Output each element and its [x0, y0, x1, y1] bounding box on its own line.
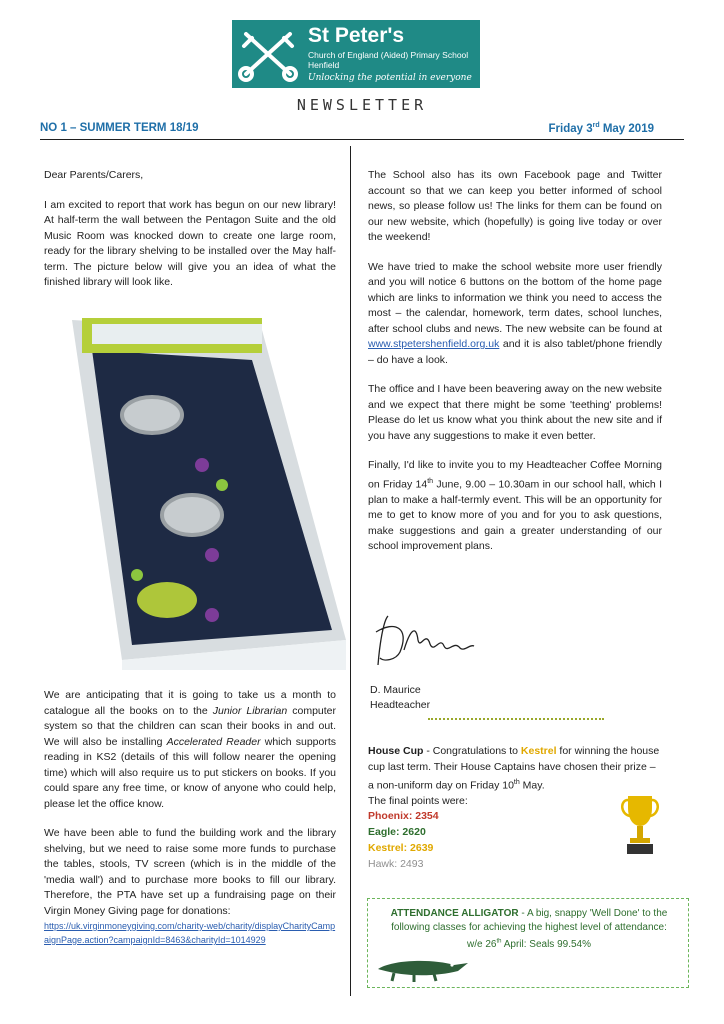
- attendance-text: ATTENDANCE ALLIGATOR - A big, snappy 'Well Done' to the following classes for achieving the highest level of attendance: w/e 26th April: Seals 99.54%: [390, 908, 668, 951]
- signature-scrawl-icon: [370, 610, 480, 672]
- greeting: Dear Parents/Carers,: [44, 169, 144, 181]
- attendance-week: w/e 26th April: Seals 99.54%: [467, 939, 591, 951]
- fundraising-paragraph: We have been able to fund the building work and the library shelving, but we need to raise some more funds to purchase the tables, stools, TV screen (which is in the middle of the 'media wall') and to purchase more books to fill our library. Therefore, the PTA have set up a fundraising page on their Virgin Money Giving page for donations:: [44, 827, 336, 917]
- left-column-bottom: [44, 688, 336, 947]
- library-intro-paragraph: I am excited to report that work has begun on our new library! At half-term the wall between the Pentagon Suite and the old Music Room was knocked down to create one large room, ready for the library shelving to be installed over the May half-term. The picture below will give you an idea of what the finished library will look like.: [44, 198, 336, 288]
- crossed-keys-icon: [236, 24, 302, 84]
- attendance-title: ATTENDANCE ALLIGATOR: [390, 908, 519, 919]
- attendance-box: [367, 898, 689, 988]
- website-paragraph: We have tried to make the school website more user friendly and you will notice 6 buttons on the bottom of the home page which are links to information we think you need to access the most – the calendar, homework, term dates, school lunches, after school clubs and news. The new website can be found at www.stpetershenfield.org.uk and it is also tablet/phone friendly – do have a look.: [368, 260, 662, 366]
- phoenix-points: Phoenix: 2354: [368, 810, 439, 822]
- logo-school-type: Church of England (Aided) Primary School: [308, 50, 469, 60]
- catalogue-paragraph: We are anticipating that it is going to take us a month to catalogue all the books on to the Junior Librarian computer system so that the children can scan their books in and out. We will also be installing Accelerated Reader which supports reading in KS2 (details of this will follow nearer the opening time) which will also require us to put stickers on books. If you could spare any free time, or know of anyone who could help, please let the office know.: [44, 689, 337, 810]
- logo-school-name: St Peter's: [308, 24, 405, 47]
- house-cup-section: House Cup - Congratulations to Kestrel for winning the house cup last term. Their House Captains have chosen their prize – a non-uniform day on Friday 10th May. The final points were:: [368, 745, 660, 807]
- school-logo: [232, 20, 480, 88]
- final-points-label: The final points were:: [368, 795, 468, 807]
- dotted-separator: [428, 718, 604, 720]
- feedback-paragraph: The office and I have been beavering away on the new website and we expect that there might be some 'teething' problems! Please do let us know what you think about the new site and if you have any suggestions to make it even better.: [368, 383, 662, 442]
- right-column: [368, 168, 662, 569]
- coffee-morning-paragraph: Finally, I'd like to invite you to my Headteacher Coffee Morning on Friday 14th June, 9.00 – 10.30am in our school hall, which I plan to make a half-termly event. This will be an opportunity for me to get to know more of you and for you to ask questions, make suggestions and gain a greater understanding of our school improvement plans.: [368, 459, 662, 552]
- issue-label: NO 1 – SUMMER TERM 18/19: [40, 122, 199, 134]
- column-divider: [350, 146, 351, 996]
- headteacher-signature: [370, 610, 480, 672]
- left-column-top: [44, 168, 336, 305]
- house-points-list: [368, 808, 439, 872]
- signoff-name: D. Maurice: [370, 684, 421, 696]
- website-link[interactable]: www.stpetershenfield.org.uk: [368, 338, 500, 350]
- issue-date: Friday 3rd May 2019: [548, 122, 654, 135]
- signoff-role: Headteacher: [370, 699, 431, 711]
- signoff: [370, 683, 430, 713]
- alligator-icon: [374, 951, 470, 983]
- logo-tagline: Unlocking the potential in everyone: [308, 73, 472, 83]
- kestrel-points: Kestrel: 2639: [368, 842, 434, 854]
- eagle-points: Eagle: 2620: [368, 826, 426, 838]
- facebook-paragraph: The School also has its own Facebook page and Twitter account so that we can keep you better informed of school news, so please follow us! The links for them can be found on our new website, which (hopefully) is going live today or over the weekend!: [368, 169, 662, 243]
- header-divider: [40, 139, 684, 140]
- library-plan-image: [62, 310, 346, 670]
- logo-location: Henfield: [308, 60, 340, 70]
- newsletter-title: NEWSLETTER: [296, 96, 428, 114]
- trophy-icon: [620, 790, 660, 860]
- hawk-points: Hawk: 2493: [368, 858, 424, 870]
- donation-link[interactable]: https://uk.virginmoneygiving.com/charity-web/charity/displayCharityCampaignPage.action?campaignId=8463&charityId=1014929: [44, 921, 336, 945]
